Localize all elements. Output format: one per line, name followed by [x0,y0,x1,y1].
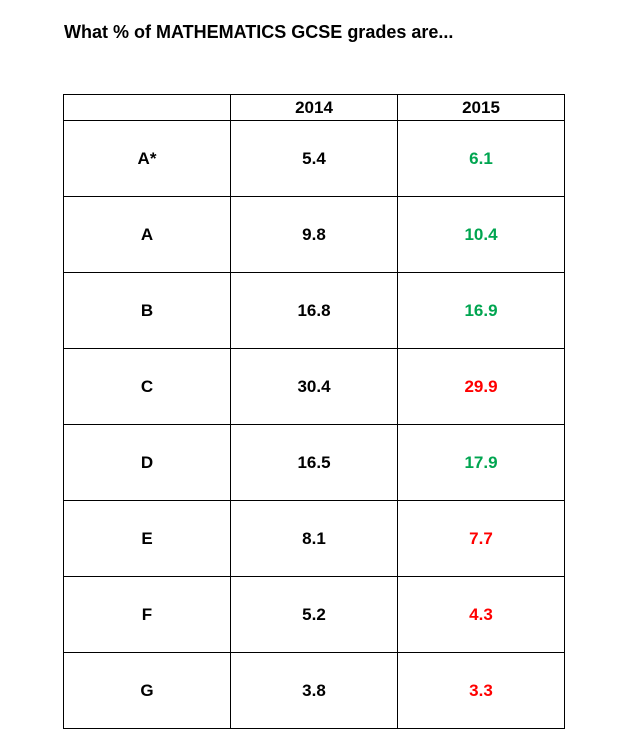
grade-cell: E [64,501,231,577]
grade-cell: D [64,425,231,501]
value-2015-cell: 10.4 [398,197,565,273]
header-grade [64,95,231,121]
header-2015: 2015 [398,95,565,121]
header-2014: 2014 [231,95,398,121]
grade-cell: A [64,197,231,273]
value-2014-cell: 8.1 [231,501,398,577]
value-2014-cell: 16.5 [231,425,398,501]
value-2014-cell: 16.8 [231,273,398,349]
value-2015-cell: 16.9 [398,273,565,349]
table-row [64,121,565,197]
value-2015-cell: 17.9 [398,425,565,501]
value-2014-cell: 5.4 [231,121,398,197]
table-row [64,653,565,729]
table-row [64,197,565,273]
value-2015-cell: 6.1 [398,121,565,197]
grade-cell: B [64,273,231,349]
value-2014-cell: 3.8 [231,653,398,729]
value-2015-cell: 7.7 [398,501,565,577]
table-row [64,349,565,425]
grade-cell: G [64,653,231,729]
grade-cell: F [64,577,231,653]
grade-cell: A* [64,121,231,197]
grades-table [63,94,565,729]
table-row [64,273,565,349]
value-2014-cell: 30.4 [231,349,398,425]
table-row [64,501,565,577]
grade-cell: C [64,349,231,425]
value-2015-cell: 4.3 [398,577,565,653]
table-row [64,425,565,501]
value-2015-cell: 29.9 [398,349,565,425]
table-row [64,577,565,653]
page-title: What % of MATHEMATICS GCSE grades are... [64,22,454,42]
value-2014-cell: 9.8 [231,197,398,273]
value-2015-cell: 3.3 [398,653,565,729]
value-2014-cell: 5.2 [231,577,398,653]
header-row [64,95,565,121]
